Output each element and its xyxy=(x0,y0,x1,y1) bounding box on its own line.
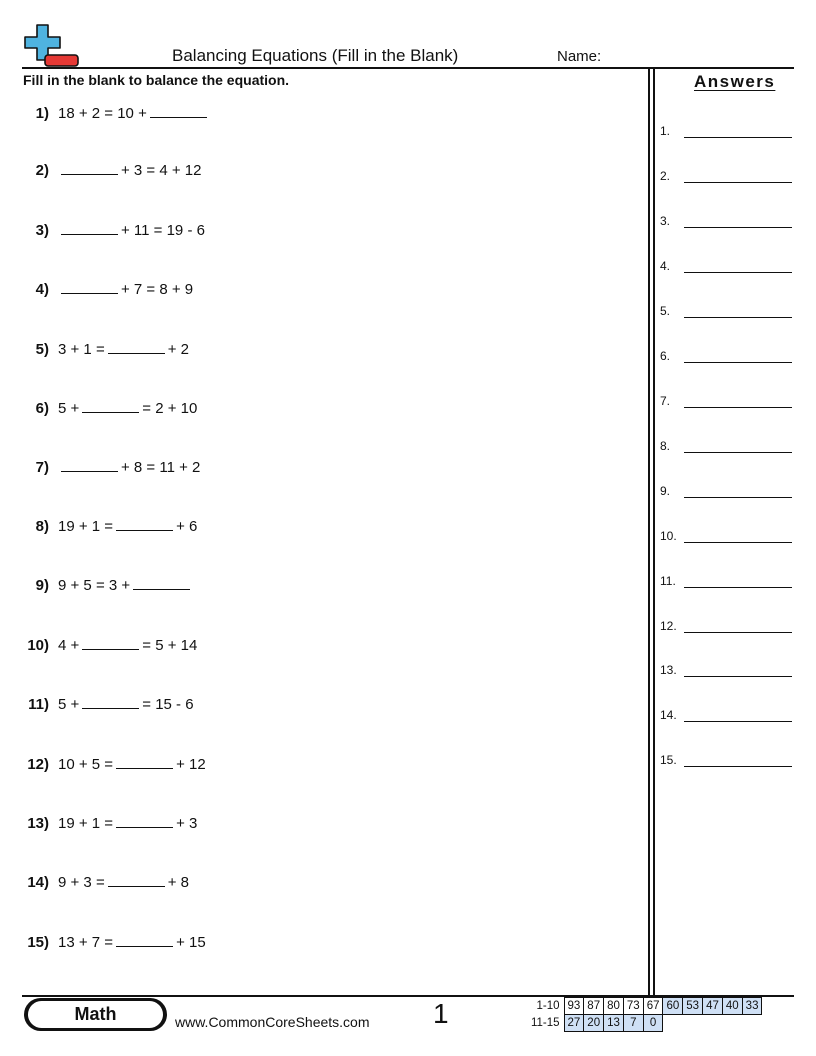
answer-number: 6. xyxy=(660,349,671,363)
answer-blank[interactable] xyxy=(82,695,139,709)
answer-line[interactable] xyxy=(684,574,792,588)
problem-right: + 6 xyxy=(176,518,198,535)
answer-slot-9 xyxy=(660,484,792,498)
score-cell: 47 xyxy=(703,998,723,1015)
subject-label: Math xyxy=(28,1001,163,1028)
problem-number: 7) xyxy=(35,459,49,476)
score-row xyxy=(527,998,762,1015)
answer-blank[interactable] xyxy=(116,814,173,828)
answer-line[interactable] xyxy=(684,124,792,138)
problem-number: 5) xyxy=(35,341,49,358)
problem-6 xyxy=(22,399,197,417)
answer-line[interactable] xyxy=(684,753,792,767)
problem-number: 4) xyxy=(35,281,49,298)
answer-number: 10. xyxy=(660,529,677,543)
answer-line[interactable] xyxy=(684,214,792,228)
problem-number: 10) xyxy=(27,637,49,654)
answer-line[interactable] xyxy=(684,259,792,273)
problem-right: = 5 + 14 xyxy=(142,637,198,654)
answer-number: 3. xyxy=(660,214,671,228)
answer-line[interactable] xyxy=(684,663,792,677)
answer-slot-4 xyxy=(660,259,792,273)
answer-number: 1. xyxy=(660,124,671,138)
answer-blank[interactable] xyxy=(82,636,139,650)
answer-blank[interactable] xyxy=(116,517,173,531)
answer-number: 7. xyxy=(660,394,671,408)
answer-line[interactable] xyxy=(684,619,792,633)
score-cell: 67 xyxy=(643,998,663,1015)
score-cell: 53 xyxy=(683,998,703,1015)
problem-4 xyxy=(22,280,193,298)
answer-line[interactable] xyxy=(684,169,792,183)
score-cell: 20 xyxy=(584,1015,604,1032)
problem-left: 5 + xyxy=(58,400,80,417)
problem-2 xyxy=(22,161,202,179)
answer-blank[interactable] xyxy=(61,280,118,294)
score-cell: 27 xyxy=(564,1015,584,1032)
answer-slot-12 xyxy=(660,619,792,633)
problem-9 xyxy=(22,576,193,594)
plus-minus-logo-icon xyxy=(23,24,79,68)
answer-number: 13. xyxy=(660,663,677,677)
answer-blank[interactable] xyxy=(133,576,190,590)
answer-blank[interactable] xyxy=(82,399,139,413)
problem-right: + 3 xyxy=(176,815,198,832)
answer-number: 14. xyxy=(660,708,677,722)
answer-slot-15 xyxy=(660,753,792,767)
problem-13 xyxy=(22,814,197,832)
problem-left: 19 + 1 = xyxy=(58,518,114,535)
subject-badge xyxy=(24,998,167,1031)
problem-left: 10 + 5 = xyxy=(58,756,114,773)
problem-5 xyxy=(22,340,189,358)
score-row xyxy=(527,1015,762,1032)
problem-left: 4 + xyxy=(58,637,80,654)
problem-right: + 11 = 19 - 6 xyxy=(121,222,205,239)
problem-number: 13) xyxy=(27,815,49,832)
problem-number: 11) xyxy=(28,696,49,713)
answer-blank[interactable] xyxy=(108,340,165,354)
answer-slot-6 xyxy=(660,349,792,363)
problem-10 xyxy=(22,636,197,654)
answer-line[interactable] xyxy=(684,304,792,318)
answer-slot-13 xyxy=(660,663,792,677)
answer-blank[interactable] xyxy=(116,933,173,947)
score-cell: 0 xyxy=(643,1015,663,1032)
answers-heading: Answers xyxy=(694,72,776,91)
score-cell: 87 xyxy=(584,998,604,1015)
problem-number: 2) xyxy=(35,162,49,179)
problem-15 xyxy=(22,933,206,951)
problem-number: 3) xyxy=(35,222,49,239)
answer-slot-2 xyxy=(660,169,792,183)
instructions: Fill in the blank to balance the equation. xyxy=(23,72,290,88)
answer-blank[interactable] xyxy=(61,221,118,235)
answer-slot-10 xyxy=(660,529,792,543)
answer-line[interactable] xyxy=(684,484,792,498)
problem-number: 12) xyxy=(27,756,49,773)
problem-3 xyxy=(22,221,205,239)
answer-number: 9. xyxy=(660,484,671,498)
problem-right: + 7 = 8 + 9 xyxy=(121,281,194,298)
answer-slot-3 xyxy=(660,214,792,228)
answer-number: 12. xyxy=(660,619,677,633)
answer-number: 11. xyxy=(660,574,676,588)
answer-number: 15. xyxy=(660,753,677,767)
problem-1 xyxy=(22,104,210,122)
column-divider xyxy=(653,67,655,996)
answer-blank[interactable] xyxy=(61,458,118,472)
column-divider xyxy=(648,67,650,996)
problem-number: 14) xyxy=(27,874,49,891)
answer-line[interactable] xyxy=(684,439,792,453)
problem-8 xyxy=(22,517,197,535)
answer-slot-8 xyxy=(660,439,792,453)
score-cell: 40 xyxy=(722,998,742,1015)
problem-left: 13 + 7 = xyxy=(58,934,114,951)
score-cell: 7 xyxy=(623,1015,643,1032)
answer-number: 8. xyxy=(660,439,671,453)
problem-right: = 2 + 10 xyxy=(142,400,198,417)
answer-slot-1 xyxy=(660,124,792,138)
website-link[interactable]: www.CommonCoreSheets.com xyxy=(175,1014,370,1030)
answer-number: 2. xyxy=(660,169,671,183)
score-cell: 13 xyxy=(604,1015,624,1032)
problem-right: + 8 = 11 + 2 xyxy=(121,459,201,476)
answer-slot-11 xyxy=(660,574,792,588)
problem-number: 1) xyxy=(35,105,49,122)
answer-slot-5 xyxy=(660,304,792,318)
answer-slot-7 xyxy=(660,394,792,408)
problem-left: 9 + 5 = 3 + xyxy=(58,577,131,594)
score-cell: 60 xyxy=(663,998,683,1015)
score-row-label: 11-15 xyxy=(530,1017,560,1029)
score-cell: 93 xyxy=(564,998,584,1015)
answer-blank[interactable] xyxy=(116,755,173,769)
answer-line[interactable] xyxy=(684,708,792,722)
score-row-label: 1-10 xyxy=(536,1000,560,1012)
worksheet-title: Balancing Equations (Fill in the Blank) xyxy=(172,46,459,65)
problem-number: 9) xyxy=(35,577,49,594)
problem-7 xyxy=(22,458,200,476)
answer-line[interactable] xyxy=(684,529,792,543)
problem-number: 8) xyxy=(35,518,49,535)
problem-left: 19 + 1 = xyxy=(58,815,114,832)
page-number: 1 xyxy=(433,998,449,1029)
answer-line[interactable] xyxy=(684,349,792,363)
answer-blank[interactable] xyxy=(61,161,118,175)
score-cell: 80 xyxy=(604,998,624,1015)
score-cell: 73 xyxy=(623,998,643,1015)
problem-right: + 8 xyxy=(167,874,189,891)
problem-left: 9 + 3 = xyxy=(58,874,105,891)
answer-number: 4. xyxy=(660,259,671,273)
problem-left: 5 + xyxy=(58,696,80,713)
problem-right: + 3 = 4 + 12 xyxy=(121,162,202,179)
problem-11 xyxy=(22,695,194,713)
score-cell: 33 xyxy=(742,998,762,1015)
problem-14 xyxy=(22,873,189,891)
problem-left: 3 + 1 = xyxy=(58,341,105,358)
answer-blank[interactable] xyxy=(150,104,207,118)
problem-number: 6) xyxy=(35,400,49,417)
problem-right: + 15 xyxy=(176,934,206,951)
problem-right: + 2 xyxy=(167,341,189,358)
header-divider xyxy=(22,67,794,69)
answer-blank[interactable] xyxy=(108,873,165,887)
problem-left: 18 + 2 = 10 + xyxy=(58,105,147,122)
problem-number: 15) xyxy=(27,934,49,951)
answer-slot-14 xyxy=(660,708,792,722)
score-table xyxy=(527,997,762,1032)
problem-right: + 12 xyxy=(176,756,206,773)
answer-line[interactable] xyxy=(684,394,792,408)
problem-12 xyxy=(22,755,206,773)
name-label: Name: xyxy=(557,48,602,65)
answer-number: 5. xyxy=(660,304,671,318)
problem-right: = 15 - 6 xyxy=(142,696,194,713)
